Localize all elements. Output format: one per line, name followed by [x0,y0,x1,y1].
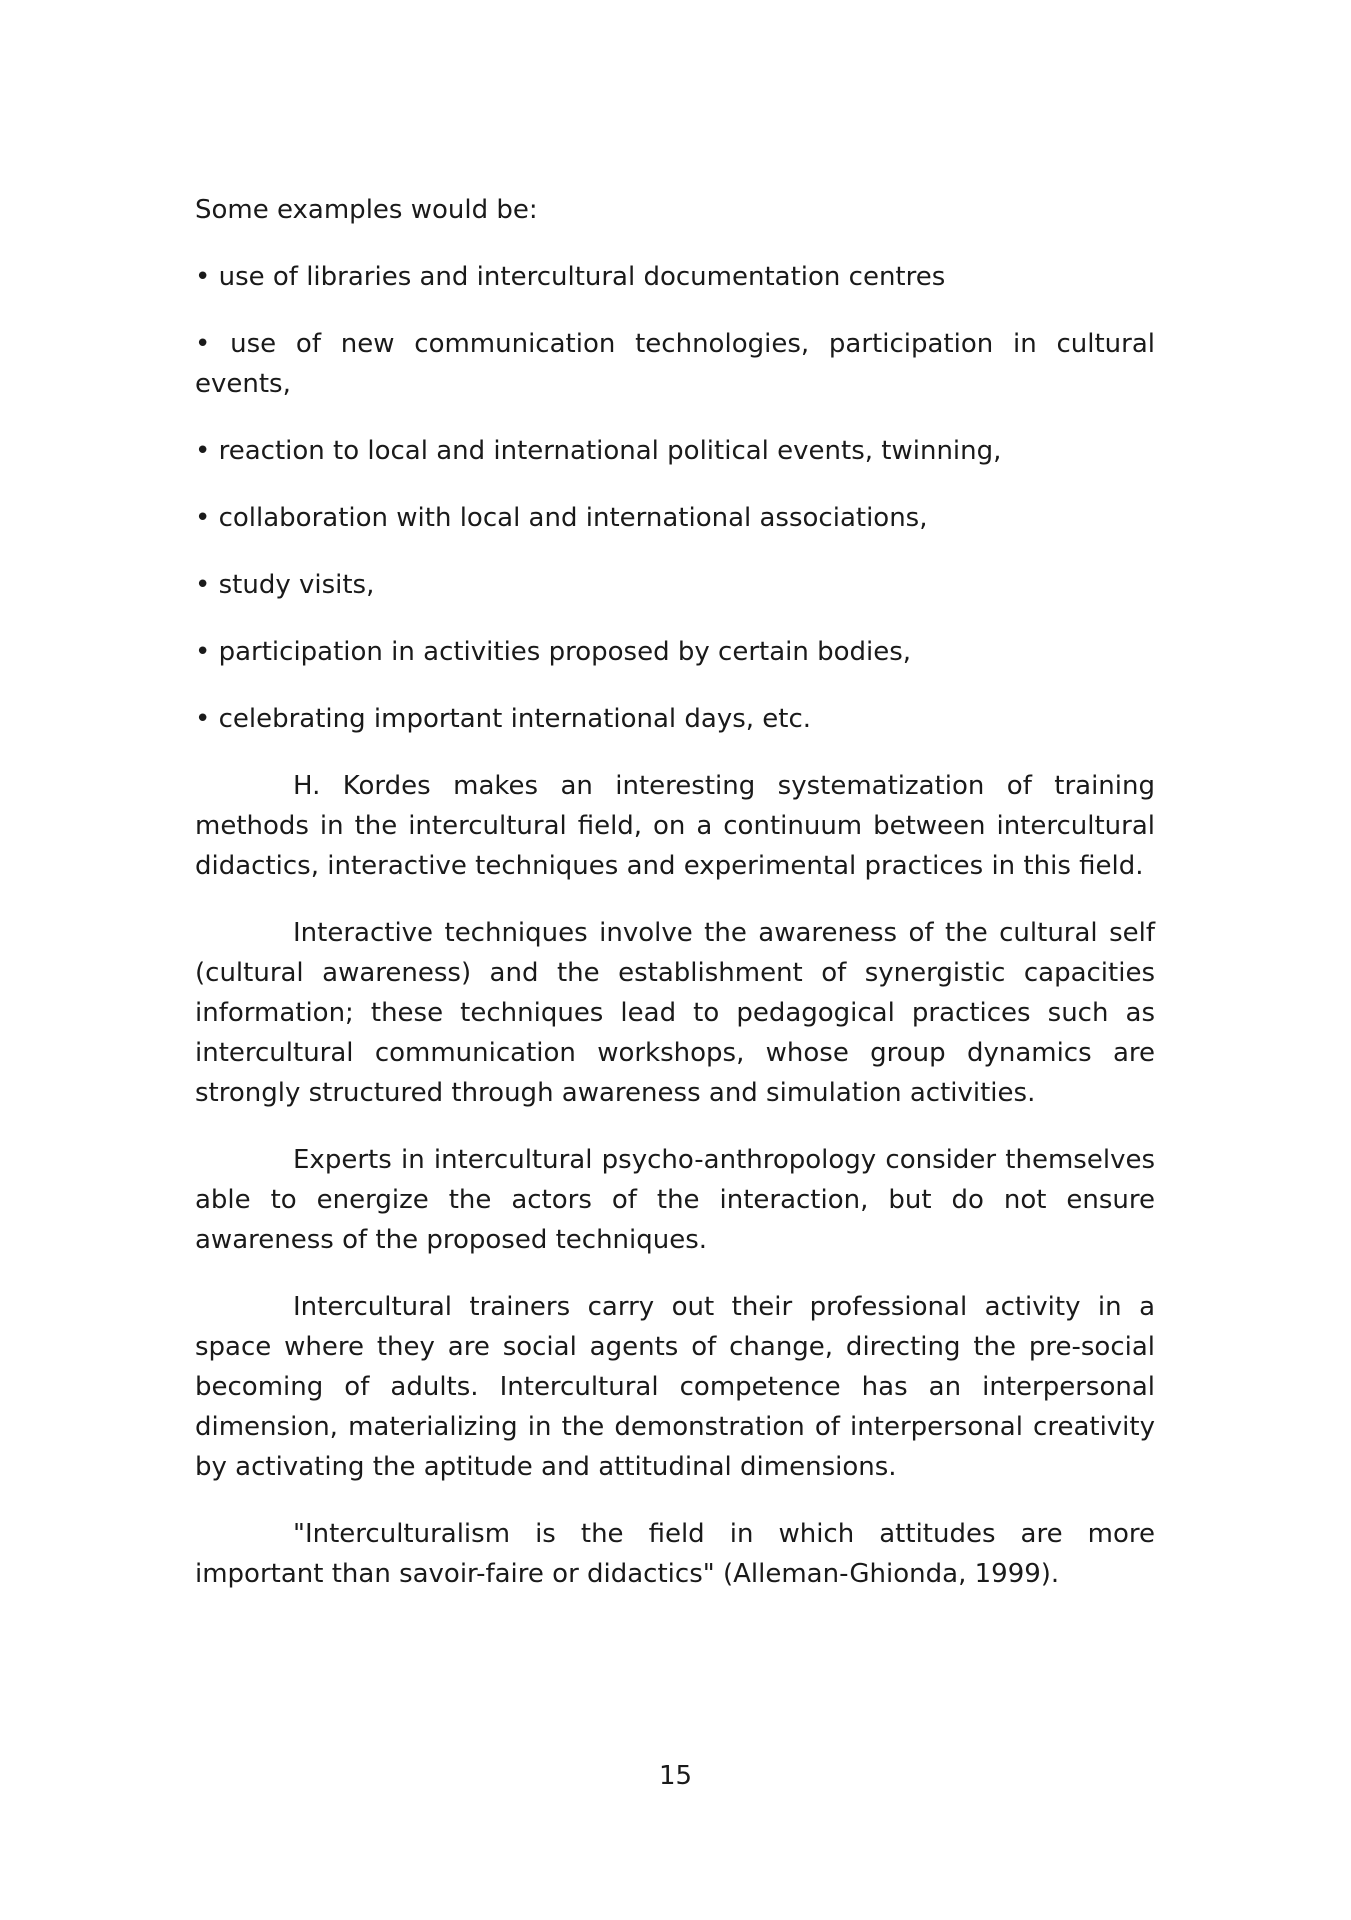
list-item: • collaboration with local and international associations, [195,503,928,533]
paragraph-kordes: H. Kordes makes an interesting systematization of training methods in the intercultural field, on a continuum between intercultural didactics, interactive techniques and experimental practices in this field. [195,771,1155,881]
page-number: 15 [658,1761,693,1791]
page-body [195,190,1155,1621]
paragraph-quote: "Interculturalism is the field in which attitudes are more important than savoir-faire or didactics" (Alleman-Ghionda, 1999). [195,1519,1155,1589]
list-item: • reaction to local and international political events, twinning, [195,436,1002,466]
paragraph-trainers: Intercultural trainers carry out their professional activity in a space where they are social agents of change, directing the pre-social becoming of adults. Intercultural competence has an interpersonal dimension, materializing in the demonstration of interpersonal creativity by activating the aptitude and attitudinal dimensions. [195,1292,1155,1482]
paragraph-interactive-techniques: Interactive techniques involve the awareness of the cultural self (cultural awareness) and the establishment of synergistic capacities information; these techniques lead to pedagogical practices such as intercultural communication workshops, whose group dynamics are strongly structured through awareness and simulation activities. [195,918,1155,1108]
intro-text: Some examples would be: [195,195,538,225]
paragraph-experts: Experts in intercultural psycho-anthropology consider themselves able to energize the actors of the interaction, but do not ensure awareness of the proposed techniques. [195,1145,1155,1255]
list-item: • use of new communication technologies, participation in cultural events, [195,329,1155,399]
list-item: • celebrating important international days, etc. [195,704,812,734]
list-item: • use of libraries and intercultural documentation centres [195,262,946,292]
list-item: • study visits, [195,570,375,600]
list-item: • participation in activities proposed by certain bodies, [195,637,912,667]
examples-list [195,257,1155,739]
